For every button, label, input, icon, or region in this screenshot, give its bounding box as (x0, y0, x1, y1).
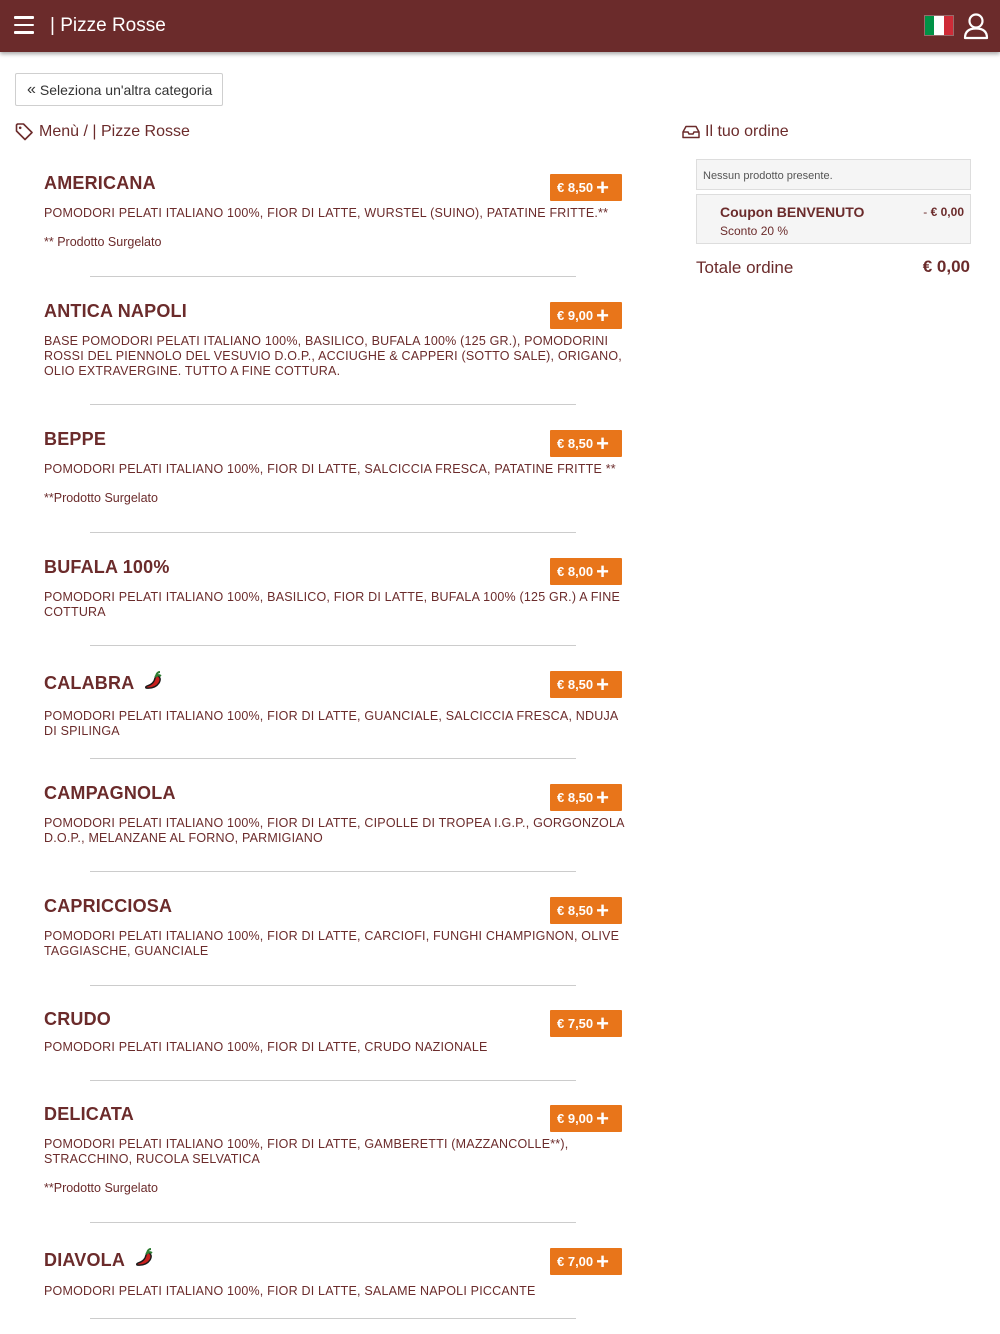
item-divider (90, 276, 576, 277)
menu-item-note: **Prodotto Surgelato (44, 1181, 158, 1195)
plus-icon: + (596, 671, 610, 697)
menu-item-name (44, 429, 622, 450)
menu-item-note: ** Prodotto Surgelato (44, 235, 162, 249)
menu-item-name-text: CAPRICCIOSA (44, 896, 173, 916)
add-to-cart-button[interactable] (550, 174, 622, 201)
coupon-detail: Sconto 20 % (720, 224, 789, 238)
price-label: € 8,50 (557, 180, 594, 195)
plus-icon: + (596, 1248, 610, 1274)
menu-item (44, 1104, 622, 1195)
add-to-cart-button[interactable] (550, 302, 622, 329)
item-divider (90, 1080, 576, 1081)
plus-icon: + (596, 430, 610, 456)
menu-item-name (44, 1247, 622, 1274)
price-label: € 8,00 (557, 564, 594, 579)
italy-flag-icon[interactable] (924, 15, 954, 36)
add-to-cart-button[interactable] (550, 1248, 622, 1275)
add-to-cart-button[interactable] (550, 671, 622, 698)
menu-item-name-text: BEPPE (44, 429, 107, 449)
chili-pepper-icon (133, 1247, 155, 1274)
price-label: € 8,50 (557, 903, 594, 918)
add-to-cart-button[interactable] (550, 1105, 622, 1132)
order-title-label: Il tuo ordine (705, 123, 789, 140)
menu-item (44, 173, 622, 249)
item-divider (90, 1222, 576, 1223)
menu-item (44, 783, 622, 846)
menu-item-description: POMODORI PELATI ITALIANO 100%, BASILICO, FIOR DI LATTE, BUFALA 100% (125 GR.) A FINE COTTURA (44, 590, 620, 619)
menu-item-description: BASE POMODORI PELATI ITALIANO 100%, BASILICO, BUFALA 100% (125 GR.), POMODORINI ROSSI DEL PIENNOLO DEL VESUVIO D.O.P., ACCIUGHE & CAPPERI (SOTTO SALE), ORIGANO, OLIO EXTRAVERGINE. TUTTO A FINE COTTURA. (44, 334, 622, 378)
select-other-category-label: Seleziona un'altra categoria (39, 81, 213, 98)
menu-item-name (44, 1009, 622, 1030)
plus-icon: + (596, 302, 610, 328)
price-label: € 8,50 (557, 436, 594, 451)
plus-icon: + (596, 897, 610, 923)
item-divider (90, 404, 576, 405)
user-account-icon[interactable] (963, 12, 989, 40)
order-panel-title (682, 123, 789, 141)
select-other-category-button[interactable] (15, 73, 223, 106)
menu-item-description: POMODORI PELATI ITALIANO 100%, FIOR DI LATTE, CARCIOFI, FUNGHI CHAMPIGNON, OLIVE TAGGIASCHE, GUANCIALE (44, 929, 620, 958)
plus-icon: + (596, 1105, 610, 1131)
menu-item-name (44, 1104, 622, 1125)
menu-item (44, 1247, 622, 1299)
tag-icon (15, 123, 35, 141)
item-divider (90, 871, 576, 872)
item-divider (90, 758, 576, 759)
menu-item-description: POMODORI PELATI ITALIANO 100%, FIOR DI LATTE, SALCICCIA FRESCA, PATATINE FRITTE ** (44, 462, 616, 476)
price-label: € 7,50 (557, 1016, 594, 1031)
price-label: € 9,00 (557, 308, 594, 323)
breadcrumb (15, 123, 190, 141)
menu-item-description: POMODORI PELATI ITALIANO 100%, FIOR DI LATTE, CRUDO NAZIONALE (44, 1040, 488, 1054)
menu-item (44, 557, 622, 620)
menu-item-name (44, 173, 622, 194)
add-to-cart-button[interactable] (550, 558, 622, 585)
coupon-name: Coupon BENVENUTO (720, 204, 865, 220)
menu-item-name (44, 670, 622, 697)
menu-item-name-text: DIAVOLA (44, 1250, 126, 1270)
price-label: € 8,50 (557, 790, 594, 805)
page-title: | Pizze Rosse (50, 15, 166, 36)
menu-item-name (44, 896, 622, 917)
menu-item-description: POMODORI PELATI ITALIANO 100%, FIOR DI LATTE, GAMBERETTI (MAZZANCOLLE**), STRACCHINO, RUCOLA SELVATICA (44, 1137, 569, 1166)
menu-item-description: POMODORI PELATI ITALIANO 100%, FIOR DI LATTE, GUANCIALE, SALCICCIA FRESCA, NDUJA DI SPILINGA (44, 709, 618, 738)
price-label: € 8,50 (557, 677, 594, 692)
double-chevron-left-icon: « (27, 80, 36, 98)
menu-item-name-text: CAMPAGNOLA (44, 783, 176, 803)
menu-item-description: POMODORI PELATI ITALIANO 100%, FIOR DI LATTE, WURSTEL (SUINO), PATATINE FRITTE.** (44, 206, 609, 220)
inbox-tray-icon (682, 125, 700, 139)
menu-item-name-text: BUFALA 100% (44, 557, 170, 577)
menu-item (44, 301, 622, 379)
empty-order-message: Nessun prodotto presente. (696, 159, 971, 190)
menu-item (44, 429, 622, 505)
plus-icon: + (596, 1010, 610, 1036)
menu-item (44, 670, 622, 739)
add-to-cart-button[interactable] (550, 784, 622, 811)
add-to-cart-button[interactable] (550, 430, 622, 457)
menu-item-name (44, 783, 622, 804)
menu-item-name (44, 557, 622, 578)
menu-item-name-text: DELICATA (44, 1104, 134, 1124)
add-to-cart-button[interactable] (550, 1010, 622, 1037)
item-divider (90, 1318, 576, 1319)
add-to-cart-button[interactable] (550, 897, 622, 924)
hamburger-menu-icon[interactable] (14, 16, 34, 34)
menu-item-description: POMODORI PELATI ITALIANO 100%, FIOR DI LATTE, CIPOLLE DI TROPEA I.G.P., GORGONZOLA D.O.P., MELANZANE AL FORNO, PARMIGIANO (44, 816, 624, 845)
top-bar (0, 0, 1000, 52)
plus-icon: + (596, 784, 610, 810)
menu-item-name-text: ANTICA NAPOLI (44, 301, 187, 321)
coupon-amount-prefix: - (923, 205, 931, 219)
coupon-box (696, 194, 971, 244)
coupon-amount (923, 205, 964, 219)
item-divider (90, 645, 576, 646)
menu-item-name-text: CRUDO (44, 1009, 111, 1029)
menu-item-name-text: AMERICANA (44, 173, 156, 193)
price-label: € 7,00 (557, 1254, 594, 1269)
order-total-label: Totale ordine (696, 258, 794, 277)
menu-item-description: POMODORI PELATI ITALIANO 100%, FIOR DI LATTE, SALAME NAPOLI PICCANTE (44, 1284, 536, 1298)
plus-icon: + (596, 174, 610, 200)
order-total-value: € 0,00 (922, 257, 970, 276)
coupon-amount-value: € 0,00 (930, 205, 964, 219)
menu-item (44, 1009, 622, 1055)
chili-pepper-icon (142, 670, 164, 697)
menu-item (44, 896, 622, 959)
menu-item-note: **Prodotto Surgelato (44, 491, 158, 505)
breadcrumb-text[interactable]: Menù / | Pizze Rosse (39, 123, 190, 140)
price-label: € 9,00 (557, 1111, 594, 1126)
item-divider (90, 985, 576, 986)
menu-item-name-text: CALABRA (44, 673, 135, 693)
item-divider (90, 532, 576, 533)
plus-icon: + (596, 558, 610, 584)
menu-item-name (44, 301, 622, 322)
